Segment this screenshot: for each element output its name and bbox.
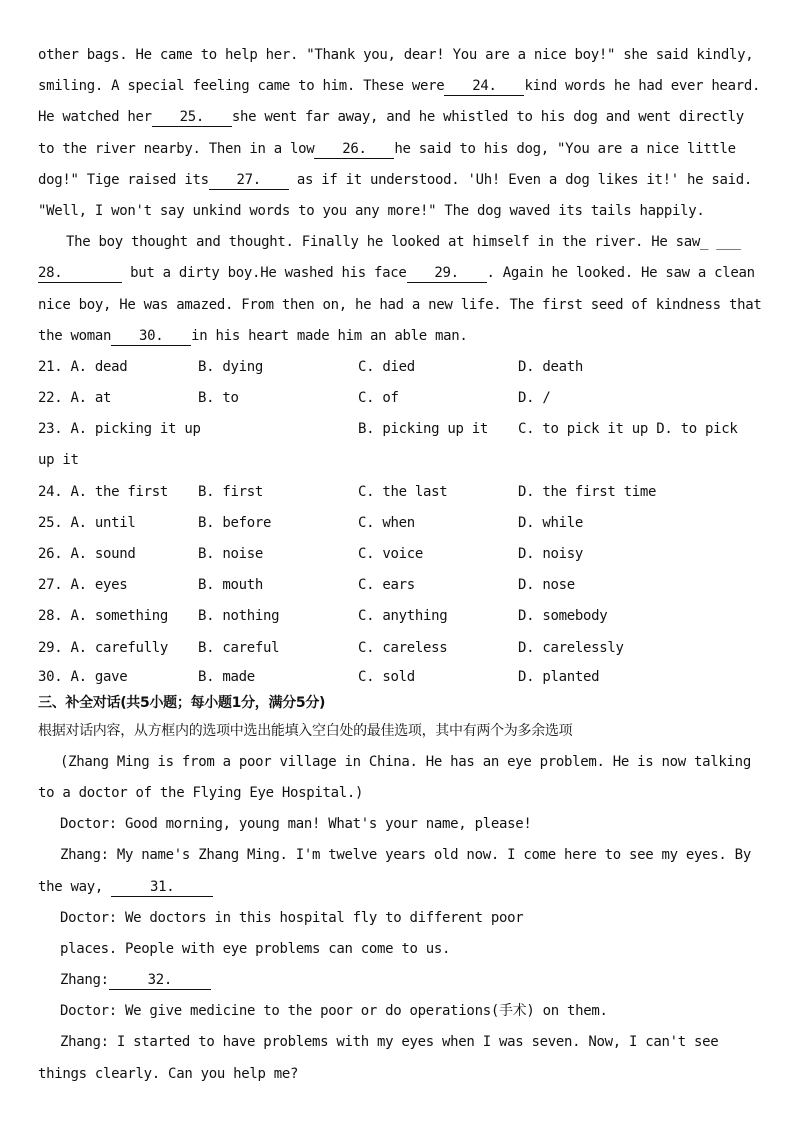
passage-line — [38, 71, 761, 102]
option-c[interactable]: C. died — [358, 358, 415, 375]
option-b[interactable]: B. careful — [198, 639, 280, 656]
option-a[interactable]: 21. A. dead — [38, 358, 128, 375]
option-a[interactable]: 25. A. until — [38, 514, 136, 531]
option-row — [38, 539, 754, 570]
option-b[interactable]: B. first — [198, 483, 264, 500]
option-d[interactable]: D. nose — [518, 577, 575, 594]
option-row — [38, 383, 754, 414]
passage-text: . Again he looked. He saw a clean — [486, 265, 755, 282]
dialogue-line — [38, 903, 754, 934]
option-d[interactable]: D. while — [518, 514, 584, 531]
passage-text: He watched her — [38, 109, 152, 126]
passage-text: other bags. He came to help her. "Thank you, dear! You are a nice boy!" she said kindly, — [38, 47, 754, 63]
passage-line — [38, 40, 754, 71]
intro-text: (Zhang Ming is from a poor village in China. He has an eye problem. He is now talking — [60, 753, 751, 770]
section-title: 三、补全对话(共5小题；每小题1分，满分5分) — [38, 694, 326, 711]
option-row — [38, 570, 754, 601]
option-d[interactable]: D. the first time — [518, 483, 657, 500]
doctor-line: Doctor: We give medicine to the poor or do operations(手术) on them. — [60, 1003, 608, 1020]
intro-text: to a doctor of the Flying Eye Hospital.) — [38, 784, 364, 801]
dialogue-line — [38, 965, 754, 996]
option-b[interactable]: B. to — [198, 390, 239, 407]
dialogue-line — [38, 934, 754, 965]
passage-text: "Well, I won't say unkind words to you any more!" The dog waved its tails happily. — [38, 202, 705, 219]
option-c-d[interactable]: C. to pick it up D. to pick — [518, 421, 738, 438]
option-a[interactable]: 24. A. the first — [38, 483, 169, 500]
passage-line — [38, 258, 754, 289]
passage-text: he said to his dog, "You are a nice little — [394, 140, 736, 157]
passage-text: she went far away, and he whistled to his dog and went directly — [231, 109, 744, 126]
option-b[interactable]: B. made — [198, 668, 255, 685]
option-d[interactable]: D. planted — [518, 668, 600, 685]
blank-29: 29. — [407, 264, 487, 283]
dialogue-intro — [38, 747, 754, 778]
option-row — [38, 601, 754, 632]
blank-27: 27. — [209, 171, 289, 190]
passage-text: the woman — [38, 327, 112, 344]
option-b[interactable]: B. mouth — [198, 577, 264, 594]
passage-line — [38, 165, 754, 196]
option-c[interactable]: C. careless — [358, 639, 448, 656]
passage-line — [38, 227, 754, 258]
passage-text: nice boy, He was amazed. From then on, he had a new life. The first seed of kindness that — [38, 296, 762, 313]
dialogue-line — [38, 872, 754, 903]
option-a[interactable]: 29. A. carefully — [38, 639, 169, 656]
blank-30: 30. — [111, 327, 191, 346]
passage-text: as if it understood. 'Uh! Even a dog likes it!' he said. — [288, 171, 753, 188]
passage-line — [38, 134, 754, 165]
passage-line — [38, 321, 754, 352]
option-c[interactable]: C. anything — [358, 608, 448, 625]
option-a[interactable]: 23. A. picking it up — [38, 421, 201, 438]
option-row — [38, 352, 754, 383]
dialogue-line — [38, 840, 754, 871]
option-a[interactable]: 27. A. eyes — [38, 577, 128, 594]
option-a[interactable]: 30. A. gave — [38, 668, 128, 685]
option-d[interactable]: D. carelessly — [518, 639, 624, 656]
option-c[interactable]: C. sold — [358, 668, 415, 685]
zhang-line: Zhang: — [60, 972, 109, 989]
blank-28: 28. — [38, 264, 122, 283]
option-wrap-text: up it — [38, 452, 79, 469]
blank-25: 25. — [152, 108, 232, 127]
dialogue-line — [38, 809, 754, 840]
option-row-23-wrap — [38, 445, 754, 476]
passage-text: to the river nearby. Then in a low — [38, 140, 315, 157]
zhang-line: things clearly. Can you help me? — [38, 1065, 299, 1082]
doctor-line: places. People with eye problems can come to us. — [60, 940, 451, 957]
passage-text: smiling. A special feeling came to him. These were — [38, 78, 445, 95]
exam-page — [38, 40, 762, 1090]
option-a[interactable]: 22. A. at — [38, 390, 112, 407]
dialogue-line — [38, 996, 754, 1027]
doctor-line: Doctor: Good morning, young man! What's your name, please! — [60, 816, 532, 833]
option-d[interactable]: D. somebody — [518, 608, 608, 625]
passage-line — [38, 102, 754, 133]
doctor-line: Doctor: We doctors in this hospital fly to different poor — [60, 909, 524, 926]
option-row-23 — [38, 414, 754, 445]
option-a[interactable]: 26. A. sound — [38, 546, 136, 562]
option-c[interactable]: C. the last — [358, 483, 448, 500]
passage-line — [38, 196, 754, 227]
option-b[interactable]: B. nothing — [198, 608, 280, 625]
dialogue-line — [38, 1027, 754, 1058]
option-row — [38, 664, 754, 690]
passage-text: The boy thought and thought. Finally he looked at himself in the river. He saw_ ___ — [66, 234, 741, 251]
option-b[interactable]: B. before — [198, 514, 272, 531]
option-d[interactable]: D. death — [518, 358, 584, 375]
option-row — [38, 477, 754, 508]
passage-text: kind words he had ever heard. — [524, 78, 761, 95]
zhang-line: the way, — [38, 878, 112, 895]
option-b[interactable]: B. dying — [198, 358, 264, 375]
option-d[interactable]: D. / — [518, 390, 551, 407]
blank-24: 24. — [444, 77, 524, 96]
option-c[interactable]: C. of — [358, 390, 399, 407]
dialogue-intro — [38, 778, 754, 809]
option-c[interactable]: C. ears — [358, 577, 415, 594]
passage-text: dog!" Tige raised its — [38, 171, 209, 188]
option-c[interactable]: C. when — [358, 514, 415, 531]
passage-line — [38, 290, 762, 321]
passage-text: in his heart made him an able man. — [191, 327, 468, 344]
dialogue-line — [38, 1059, 754, 1090]
option-row — [38, 633, 754, 664]
option-a[interactable]: 28. A. something — [38, 608, 169, 625]
blank-26: 26. — [314, 140, 394, 159]
option-d[interactable]: D. noisy — [518, 546, 584, 562]
option-row — [38, 508, 754, 539]
option-b[interactable]: B. noise — [198, 546, 264, 562]
zhang-line: Zhang: I started to have problems with my eyes when I was seven. Now, I can't see — [60, 1034, 719, 1051]
passage-text: but a dirty boy.He washed his face — [122, 265, 407, 282]
option-b[interactable]: B. picking up it — [358, 421, 489, 438]
option-c[interactable]: C. voice — [358, 546, 424, 562]
zhang-line: Zhang: My name's Zhang Ming. I'm twelve years old now. I come here to see my eyes. By — [60, 847, 751, 864]
blank-32[interactable]: 32. — [109, 971, 211, 990]
section-instruction: 根据对话内容，从方框内的选项中选出能填入空白处的最佳选项，其中有两个为多余选项 — [38, 722, 573, 739]
blank-31[interactable]: 31. — [111, 878, 213, 897]
